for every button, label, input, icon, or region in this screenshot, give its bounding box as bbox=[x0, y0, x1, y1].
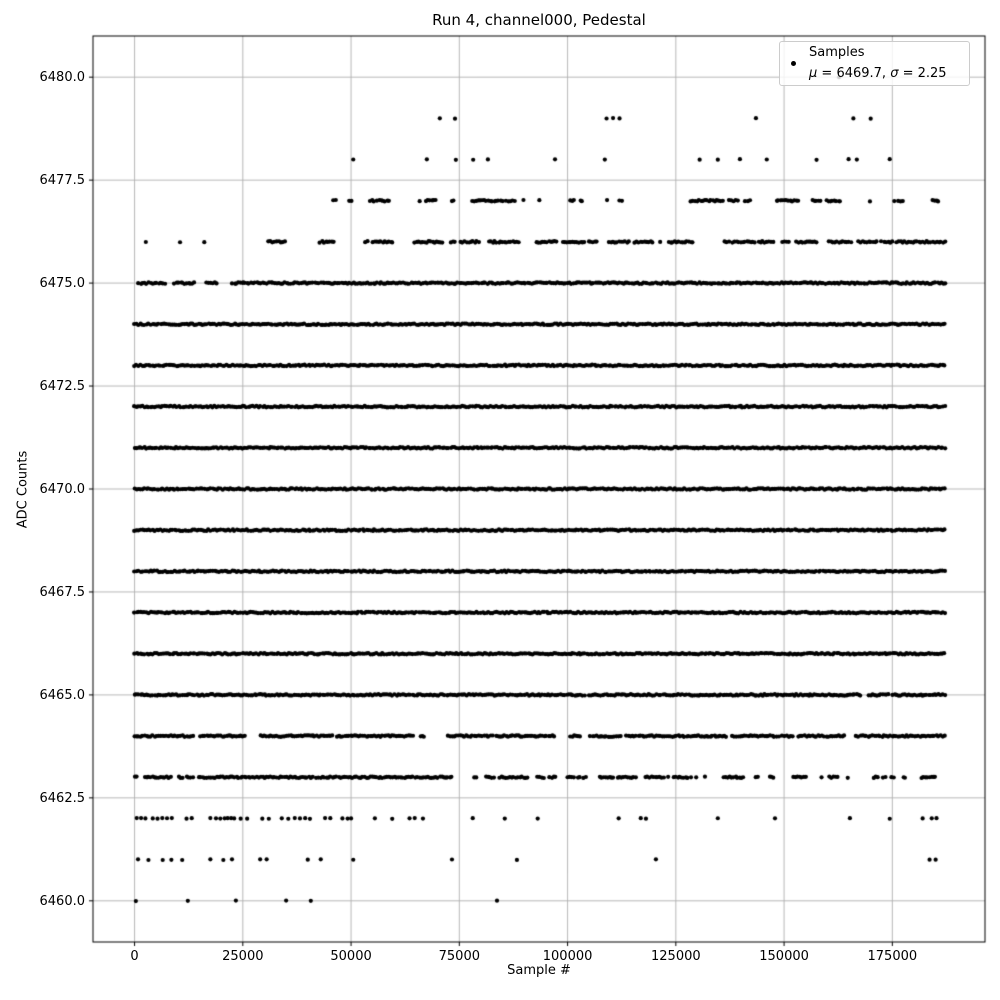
y-tick-label: 6467.5 bbox=[39, 584, 85, 600]
legend-label-stats: μ = 6469.7, σ = 2.25 bbox=[809, 65, 947, 81]
x-tick-label: 125000 bbox=[651, 949, 701, 964]
y-axis-label: ADC Counts bbox=[15, 450, 31, 528]
y-tick-label: 6480.0 bbox=[39, 70, 85, 86]
y-tick-label: 6475.0 bbox=[39, 276, 85, 292]
legend-sample-marker-icon bbox=[791, 61, 796, 66]
y-tick-label: 6472.5 bbox=[39, 379, 85, 395]
y-tick-label: 6477.5 bbox=[39, 173, 85, 189]
y-tick-label: 6470.0 bbox=[39, 482, 85, 497]
y-tick-label: 6465.0 bbox=[39, 687, 85, 703]
chart-title: Run 4, channel000, Pedestal bbox=[432, 11, 646, 29]
y-tick-label: 6462.5 bbox=[39, 790, 85, 806]
legend bbox=[779, 41, 970, 86]
x-tick-label: 150000 bbox=[759, 949, 809, 964]
x-tick-label: 25000 bbox=[222, 949, 264, 964]
y-axis-label-wrap bbox=[14, 36, 32, 942]
x-tick-label: 50000 bbox=[330, 949, 372, 964]
x-tick-label: 0 bbox=[130, 949, 139, 964]
x-tick-label: 175000 bbox=[867, 949, 918, 964]
y-tick-label: 6460.0 bbox=[39, 893, 85, 909]
legend-label-samples: Samples bbox=[809, 45, 865, 61]
x-tick-label: 75000 bbox=[438, 949, 480, 964]
x-axis-label: Sample # bbox=[507, 963, 571, 978]
x-tick-label: 100000 bbox=[542, 949, 593, 964]
